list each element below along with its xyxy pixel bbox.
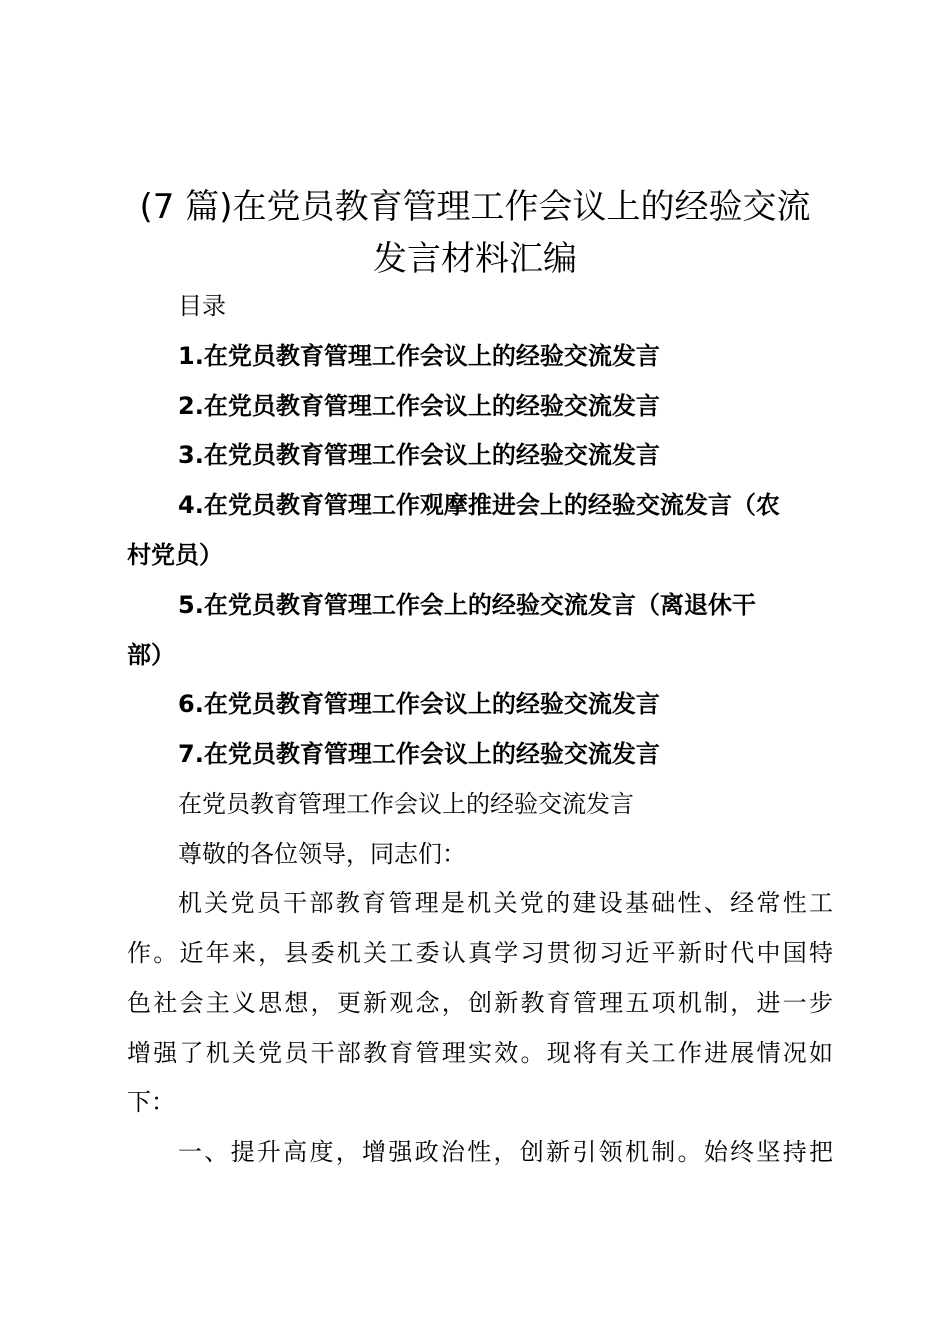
paragraph-2-line-1: 一、提升高度，增强政治性，创新引领机制。始终坚持把: [178, 1138, 833, 1166]
paragraph-1-line-2: 作。近年来，县委机关工委认真学习贯彻习近平新时代中国特: [127, 939, 833, 967]
greeting: 尊敬的各位领导，同志们：: [178, 840, 466, 868]
toc-item-5-continued: 部）: [127, 641, 175, 669]
paragraph-1-line-5: 下：: [127, 1088, 175, 1116]
toc-item-7: 7.在党员教育管理工作会议上的经验交流发言: [178, 740, 660, 768]
toc-item-5: 5.在党员教育管理工作会上的经验交流发言（离退休干: [178, 591, 756, 619]
paragraph-1-line-1: 机关党员干部教育管理是机关党的建设基础性、经常性工: [178, 889, 833, 917]
paragraph-1-line-3: 色社会主义思想，更新观念，创新教育管理五项机制，进一步: [127, 989, 833, 1017]
toc-item-1: 1.在党员教育管理工作会议上的经验交流发言: [178, 342, 660, 370]
document-title-line-2: 发言材料汇编: [373, 239, 577, 279]
toc-item-3: 3.在党员教育管理工作会议上的经验交流发言: [178, 441, 660, 469]
toc-item-6: 6.在党员教育管理工作会议上的经验交流发言: [178, 690, 660, 718]
toc-item-4-continued: 村党员）: [127, 541, 223, 569]
toc-item-4: 4.在党员教育管理工作观摩推进会上的经验交流发言（农: [178, 491, 780, 519]
section-title: 在党员教育管理工作会议上的经验交流发言: [178, 790, 634, 818]
paragraph-1-line-4: 增强了机关党员干部教育管理实效。现将有关工作进展情况如: [127, 1039, 833, 1067]
document-title-line-1: (7 篇)在党员教育管理工作会议上的经验交流: [139, 187, 811, 227]
toc-item-2: 2.在党员教育管理工作会议上的经验交流发言: [178, 392, 660, 420]
toc-heading: 目录: [178, 292, 226, 320]
